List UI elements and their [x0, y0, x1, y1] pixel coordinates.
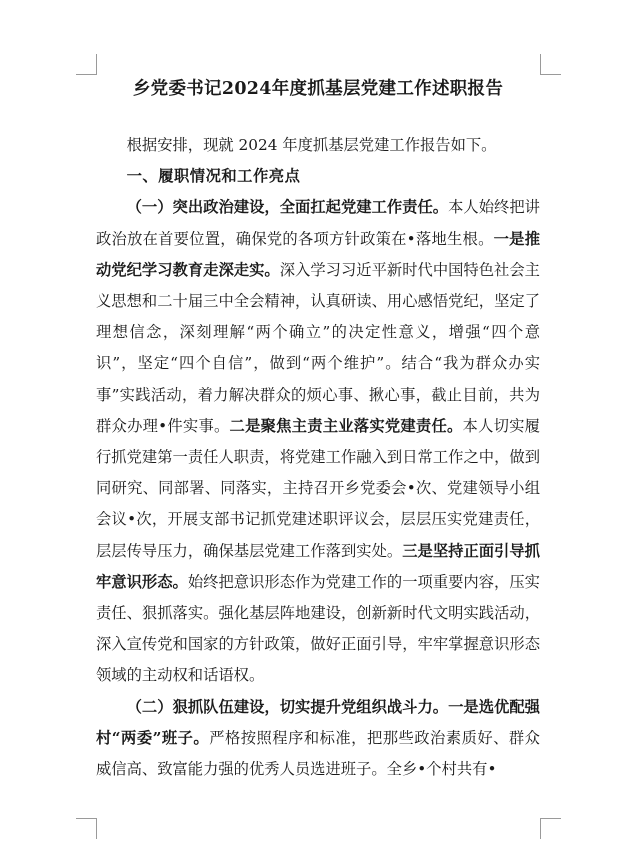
document-title: 乡党委书记2024年度抓基层党建工作述职报告 [132, 79, 504, 99]
document-body [96, 130, 540, 785]
paragraph-text: 严格按照程序和标准，把那些政治素质好、群众威信高、致富能力强的优秀人员选进班子。全乡•个村共有• [96, 728, 540, 779]
paragraph-text: 本人切实履行抓党建第一责任人职责，将党建工作融入到日常工作之中，做到同研究、同部署、同落实，主持召开乡党委会•次、党建领导小组会议•次，开展支部书记抓党建述职评议会，层层压实党建责任，层层传导压力，确保基层党建工作落到实处。 [96, 416, 540, 560]
crop-mark-top-right [540, 54, 561, 75]
paragraph-lead: （一）突出政治建设，全面扛起党建工作责任。 [126, 198, 449, 217]
crop-mark-top-left [76, 54, 97, 75]
paragraph-text: 深入学习习近平新时代中国特色社会主义思想和二十届三中全会精神，认真研读、用心感悟党纪，坚定了理想信念，深刻理解“两个确立”的决定性意义，增强“四个意识”，坚定“四个自信”，做到“两个维护”。结合“我为群众办实事”实践活动，着力解决群众的烦心事、揪心事，截止目前，共为群众办理•件实事。 [96, 260, 540, 435]
paragraph-text: 始终把意识形态作为党建工作的一项重要内容，压实责任、狠抓落实。强化基层阵地建设，创新新时代文明实践活动，深入宣传党和国家的方针政策，做好正面引导，牢牢掌握意识形态领域的主动权和话语权。 [96, 572, 540, 685]
paragraph-lead: （二）狠抓队伍建设，切实提升党组织战斗力。 [126, 697, 449, 716]
subpoint-heading: 一是推动党纪学习教育走深走实。 [96, 229, 540, 279]
section-heading: 一、履职情况和工作亮点 [126, 167, 301, 186]
paragraph-team-building [96, 692, 540, 786]
subpoint-heading: 三是坚持正面引导抓牢意识形态。 [96, 541, 540, 591]
crop-mark-bottom-left [76, 818, 97, 839]
subpoint-heading: 二是聚焦主责主业落实党建责任。 [229, 416, 463, 435]
paragraph-text: 本人始终把讲政治放在首要位置，确保党的各项方针政策在•落地生根。 [96, 198, 540, 248]
paragraph-political-building [96, 192, 540, 691]
document-page [96, 76, 540, 785]
intro-paragraph: 根据安排，现就 2024 年度抓基层党建工作报告如下。 [126, 136, 497, 154]
crop-mark-bottom-right [540, 818, 561, 839]
subpoint-heading: 一是选优配强村“两委”班子。 [96, 697, 540, 747]
